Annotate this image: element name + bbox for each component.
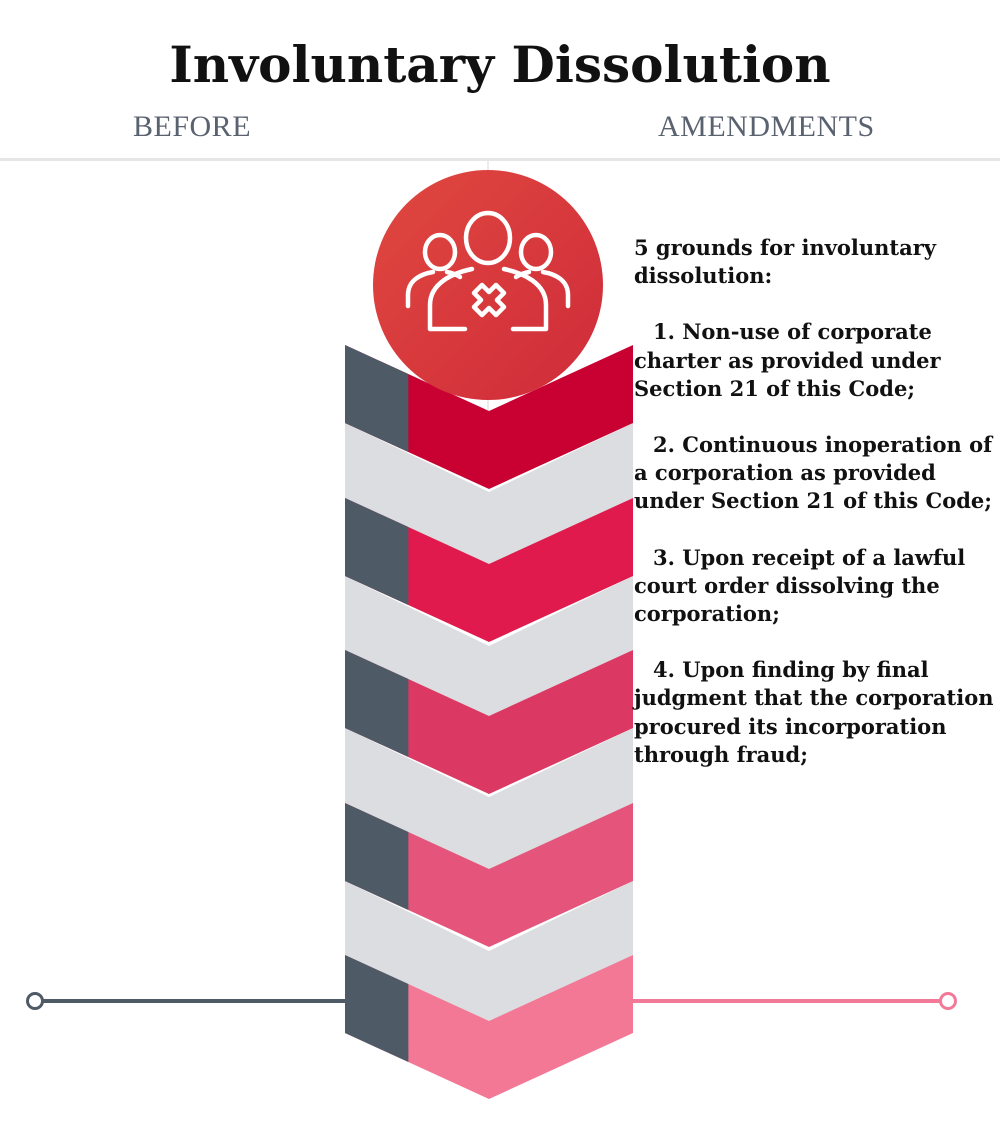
ground-item-4: 4. Upon finding by final judgment that the corporation procured its incorporation through fraud; [634,657,994,767]
header-divider [0,158,1000,161]
timeline-right-endpoint [939,992,957,1010]
timeline-right-line [625,999,945,1003]
chevron-stack [330,330,650,1130]
page-title: Involuntary Dissolution [169,35,831,94]
ground-item-1: 1. Non-use of corporate charter as provided under Section 21 of this Code; [634,319,941,401]
timeline-left-endpoint [26,992,44,1010]
amendments-content [634,234,996,797]
amendments-column-heading: AMENDMENTS [658,110,875,143]
ground-item-3: 3. Upon receipt of a lawful court order dissolving the corporation; [634,544,966,627]
icon-badge [373,170,603,400]
timeline-left-line [35,999,355,1003]
group-remove-icon [403,205,573,335]
before-column-heading: BEFORE [133,110,252,143]
grounds-intro: 5 grounds for involuntary dissolution: [634,235,936,289]
ground-item-2: 2. Continuous inoperation of a corporation as provided under Section 21 of this Code; [634,432,993,514]
